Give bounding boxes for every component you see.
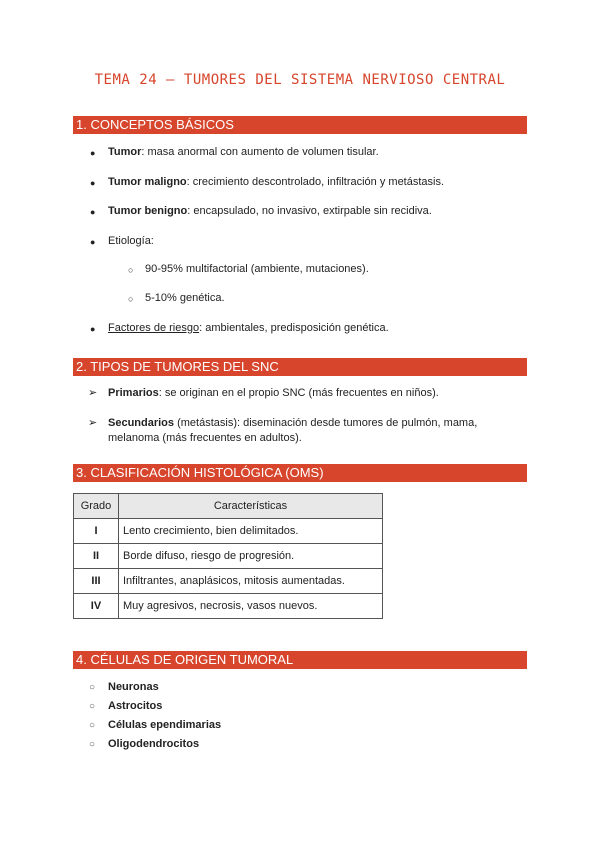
- table-header-row: [74, 494, 383, 519]
- circle-bullet-icon: ○: [89, 739, 96, 750]
- grade-cell: I: [74, 519, 119, 544]
- circle-bullet-icon: ○: [89, 720, 96, 731]
- section-header-tipos: 2. TIPOS DE TUMORES DEL SNC: [73, 358, 527, 376]
- bullet-icon: ●: [90, 148, 96, 158]
- description-cell: Borde difuso, riesgo de progresión.: [119, 544, 383, 569]
- sub-list-item: 5-10% genética.: [145, 292, 225, 304]
- list-item: Tumor maligno: crecimiento descontrolado, infiltración y metástasis.: [108, 176, 445, 188]
- description-cell: Muy agresivos, necrosis, vasos nuevos.: [119, 594, 383, 619]
- list-item: Oligodendrocitos: [108, 738, 200, 750]
- circle-bullet-icon: ○: [89, 682, 96, 693]
- list-item: Astrocitos: [108, 700, 163, 712]
- page-title: TEMA 24 – TUMORES DEL SISTEMA NERVIOSO CENTRAL: [94, 72, 506, 88]
- list-item: Tumor: masa anormal con aumento de volumen tisular.: [108, 146, 379, 158]
- list-item: Factores de riesgo: ambientales, predisposición genética.: [108, 322, 389, 334]
- arrow-bullet-icon: ➢: [88, 417, 98, 429]
- grade-cell: III: [74, 569, 119, 594]
- arrow-bullet-icon: ➢: [88, 387, 98, 399]
- table-row: [74, 569, 383, 594]
- grade-cell: II: [74, 544, 119, 569]
- circle-bullet-icon: ○: [128, 265, 134, 275]
- list-item: Células ependimarias: [108, 719, 222, 731]
- column-header-grado: Grado: [74, 494, 119, 519]
- grade-cell: IV: [74, 594, 119, 619]
- bullet-icon: ●: [90, 207, 96, 217]
- list-item: Etiología:: [108, 235, 154, 247]
- bullet-icon: ●: [90, 324, 96, 334]
- sub-list-item: 90-95% multifactorial (ambiente, mutaciones).: [145, 263, 369, 275]
- circle-bullet-icon: ○: [89, 701, 96, 712]
- list-item: Primarios: se originan en el propio SNC (más frecuentes en niños).: [108, 387, 439, 399]
- section-header-celulas: 4. CÉLULAS DE ORIGEN TUMORAL: [73, 651, 527, 669]
- table-row: [74, 519, 383, 544]
- column-header-caracteristicas: Características: [119, 494, 383, 519]
- table-row: [74, 594, 383, 619]
- list-item: Tumor benigno: encapsulado, no invasivo, extirpable sin recidiva.: [108, 205, 432, 217]
- description-cell: Infiltrantes, anaplásicos, mitosis aumentadas.: [119, 569, 383, 594]
- bullet-icon: ●: [90, 237, 96, 247]
- table-row: [74, 544, 383, 569]
- list-item-continuation: melanoma (más frecuentes en adultos).: [108, 432, 302, 444]
- grade-table: [73, 493, 383, 619]
- description-cell: Lento crecimiento, bien delimitados.: [119, 519, 383, 544]
- section-header-clasificacion: 3. CLASIFICACIÓN HISTOLÓGICA (OMS): [73, 464, 527, 482]
- bullet-icon: ●: [90, 178, 96, 188]
- section-header-conceptos: 1. CONCEPTOS BÁSICOS: [73, 116, 527, 134]
- list-item: Neuronas: [108, 681, 159, 693]
- circle-bullet-icon: ○: [128, 294, 134, 304]
- list-item: Secundarios (metástasis): diseminación desde tumores de pulmón, mama,: [108, 417, 478, 429]
